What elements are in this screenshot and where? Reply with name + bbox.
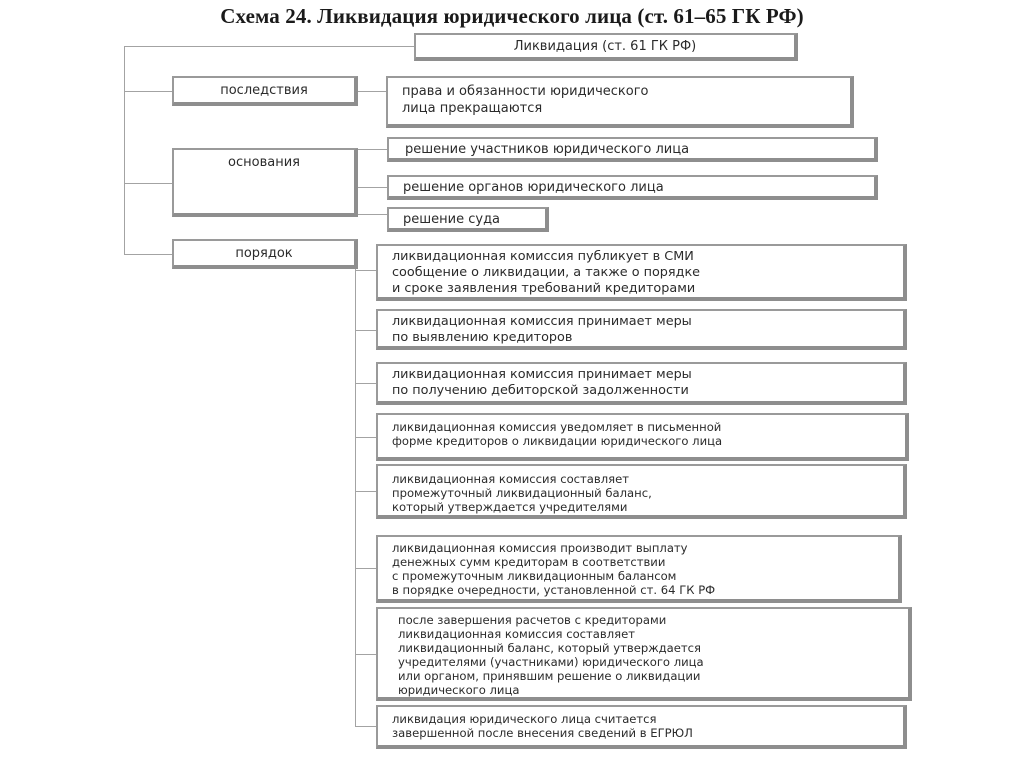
ground-item-1-connector-line [357,149,388,150]
procedure-item-2-connector-line [355,330,377,331]
ground-item-3-connector-line [357,214,388,215]
ground-item-box: решение суда [387,207,549,232]
procedure-item-box: ликвидационная комиссия принимает меры по выявлению кредиторов [376,309,907,350]
procedure-item-box: ликвидационная комиссия производит выплату денежных сумм кредиторам в соответствии с промежуточным ликвидационным балансом в порядке очередности, установленной ст. 64 ГК РФ [376,535,902,603]
procedure-item-box: ликвидационная комиссия составляет промежуточный ликвидационный баланс, который утверждается учредителями [376,464,907,519]
procedure-item-7-connector-line [355,654,377,655]
procedure-trunk-line [355,268,356,726]
category-box-grounds: основания [172,148,358,217]
consequence-item-connector-line [357,91,387,92]
procedure-item-box: ликвидационная комиссия публикует в СМИ сообщение о ликвидации, а также о порядке и сроке заявления требований кредиторами [376,244,907,301]
consequence-item-box: права и обязанности юридического лица прекращаются [386,76,854,128]
category-box-procedure: порядок [172,239,358,269]
procedure-item-box: ликвидация юридического лица считается завершенной после внесения сведений в ЕГРЮЛ [376,705,907,749]
ground-item-box: решение органов юридического лица [387,175,878,200]
procedure-item-4-connector-line [355,437,377,438]
diagram-title: Схема 24. Ликвидация юридического лица (ст. 61–65 ГК РФ) [220,4,804,28]
procedure-item-box: ликвидационная комиссия принимает меры по получению дебиторской задолженности [376,362,907,405]
procedure-item-8-connector-line [355,726,377,727]
procedure-item-box: ликвидационная комиссия уведомляет в письменной форме кредиторов о ликвидации юридического лица [376,413,909,461]
main-trunk-line [124,46,125,254]
procedure-item-3-connector-line [355,383,377,384]
procedure-item-box: после завершения расчетов с кредиторами ликвидационная комиссия составляет ликвидационный баланс, который утверждается учредителями (участниками) юридического лица или органом, принявшим решение о ликвидации юридического лица [376,607,912,701]
consequences-connector-line [124,91,173,92]
procedure-item-6-connector-line [355,568,377,569]
root-connector-line [124,46,415,47]
procedure-item-1-connector-line [355,270,377,271]
ground-item-box: решение участников юридического лица [387,137,878,162]
grounds-connector-line [124,183,173,184]
procedure-item-5-connector-line [355,491,377,492]
category-box-consequences: последствия [172,76,358,106]
procedure-connector-line [124,254,173,255]
ground-item-2-connector-line [357,187,388,188]
root-box-liquidation: Ликвидация (ст. 61 ГК РФ) [414,33,798,61]
